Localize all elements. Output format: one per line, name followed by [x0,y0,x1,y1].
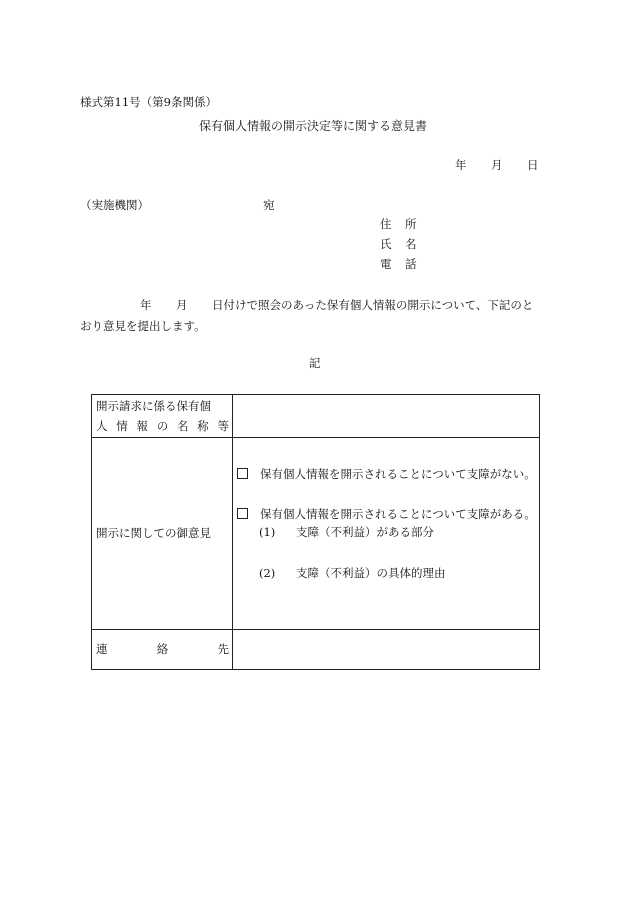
sender-name-char: 名 [405,237,417,251]
label-char: 絡 [156,641,169,656]
label-char: 情 [116,419,128,433]
body-month-label: 月 [176,298,188,312]
label-char: 称 [197,419,209,433]
no-obstacle-checkbox[interactable] [237,468,248,479]
contact-label [96,641,229,656]
label-char: 人 [96,419,108,433]
info-name-label-line2 [96,416,229,436]
info-name-input-cell[interactable] [233,395,540,438]
document-title: 保有個人情報の開示決定等に関する意見書 [199,119,428,133]
ki-heading: 記 [309,356,321,370]
table-row [92,630,540,670]
table-row [92,438,540,630]
opinion-label-cell [92,438,233,630]
date-year-label: 年 [455,158,467,172]
sender-address-char: 住 [380,217,392,231]
sender-address-label [380,219,430,231]
sub-item-2-text: 支障（不利益）の具体的理由 [296,566,446,580]
label-char: 等 [217,419,229,433]
sub-item-2 [237,568,446,580]
label-char: 連 [96,641,108,656]
obstacle-checkbox[interactable] [237,508,248,519]
form-number: 様式第11号（第9条関係） [80,95,217,109]
body-text-line2: おり意見を提出します。 [80,319,206,333]
label-char: 先 [217,641,229,656]
date-month-label: 月 [491,158,503,172]
info-name-label-line1: 開示請求に係る保有個 [96,399,211,413]
label-char: の [156,419,169,433]
info-name-label-cell [92,395,233,438]
body-text-line1: 日付けで照会のあった保有個人情報の開示について、下記のと [212,298,534,312]
contact-label-cell [92,630,233,670]
sub-item-2-number: (2) [259,566,276,580]
option-obstacle [237,508,536,521]
recipient-suffix: 宛 [263,198,275,212]
sender-phone-char: 電 [380,257,392,271]
sender-phone-char: 話 [405,257,417,271]
label-char: 報 [136,419,148,433]
sub-item-1-number: (1) [259,525,276,539]
opinion-label: 開示に関しての御意見 [96,525,211,540]
body-year-label: 年 [140,298,152,312]
sender-phone-label [380,259,430,271]
table-row [92,395,540,438]
label-char: 名 [177,419,189,433]
contact-input-cell[interactable] [233,630,540,670]
sub-item-1 [237,527,434,539]
sender-address-char: 所 [405,217,417,231]
sender-name-label [380,239,430,251]
recipient-label: （実施機関） [80,198,149,212]
opinion-form-table [91,394,540,670]
sender-name-char: 氏 [380,237,392,251]
option-no-obstacle-text: 保有個人情報を開示されることについて支障がない。 [260,467,536,481]
sub-item-1-text: 支障（不利益）がある部分 [296,525,434,539]
option-no-obstacle [237,468,536,481]
option-obstacle-text: 保有個人情報を開示されることについて支障がある。 [260,507,536,521]
opinion-cell [233,438,540,630]
date-day-label: 日 [527,158,539,172]
